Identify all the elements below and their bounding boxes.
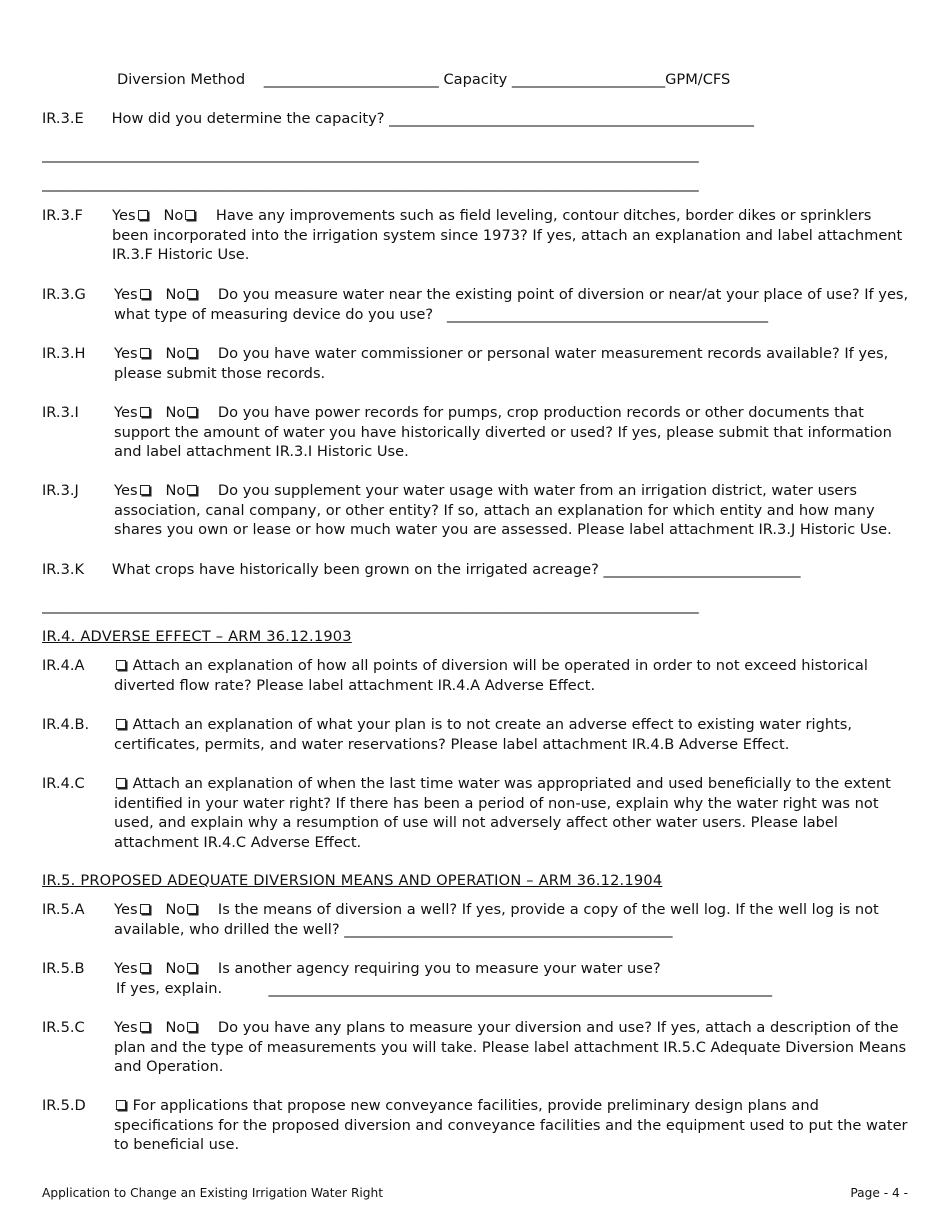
question-text: Do you have power records for pumps, crop production records or other documents that support the amount of water you have historically diverted or used? If yes, please submit that information and label attachment IR.3.I Historic Use. xyxy=(114,404,892,461)
no-checkbox[interactable] xyxy=(185,210,195,220)
no-label: No xyxy=(165,482,186,499)
question-label: IR.3.H xyxy=(42,345,86,362)
no-checkbox[interactable] xyxy=(187,904,197,914)
yes-label: Yes xyxy=(114,482,138,499)
question-text: Do you measure water near the existing point of diversion or near/at your place of use? If yes, what type of measuring device do you use? xyxy=(114,286,909,323)
question-label: IR.5.C xyxy=(42,1019,85,1036)
no-label: No xyxy=(165,1019,186,1036)
question-text: Is the means of diversion a well? If yes, provide a copy of the well log. If the well log is not available, who drilled the well? xyxy=(114,901,879,938)
no-label: No xyxy=(165,404,186,421)
question-label: IR.4.A xyxy=(42,657,85,674)
yes-label: Yes xyxy=(114,1019,138,1036)
section-heading-ir4: IR.4. ADVERSE EFFECT – ARM 36.12.1903 xyxy=(42,628,352,645)
yes-label: Yes xyxy=(114,345,138,362)
yes-label: Yes xyxy=(112,207,136,224)
yes-checkbox[interactable] xyxy=(138,210,148,220)
answer-line[interactable]: __________________________________________________________________________________________ xyxy=(42,146,699,163)
well-driller-field[interactable]: _____________________________________________ xyxy=(344,920,673,938)
explain-field[interactable]: _____________________________________________________________________ xyxy=(268,980,773,997)
measuring-device-field[interactable]: ____________________________________________ xyxy=(447,305,769,323)
question-text: Attach an explanation of what your plan is to not create an adverse effect to existing water rights, certificates, permits, and water reservations? Please label attachment IR.4.B Adverse Effect. xyxy=(114,716,853,753)
yes-checkbox[interactable] xyxy=(140,904,150,914)
checkbox[interactable] xyxy=(116,660,126,670)
page-number: Page - 4 - xyxy=(850,1186,908,1200)
yes-label: Yes xyxy=(114,960,138,977)
yes-checkbox[interactable] xyxy=(140,348,150,358)
question-label: IR.3.E xyxy=(42,110,84,127)
capacity-label: Capacity xyxy=(443,71,508,88)
crops-field[interactable]: ___________________________ xyxy=(603,561,801,578)
question-label: IR.5.A xyxy=(42,901,85,918)
checkbox[interactable] xyxy=(116,719,126,729)
question-text: For applications that propose new conveyance facilities, provide preliminary design plans and specifications for the proposed diversion and conveyance facilities and the equipment used to put the water to beneficial use. xyxy=(114,1097,908,1154)
yes-no-group xyxy=(114,286,199,303)
answer-line[interactable]: __________________________________________________________________________________________ xyxy=(42,597,699,614)
no-label: No xyxy=(165,901,186,918)
yes-label: Yes xyxy=(114,901,138,918)
yes-no-group xyxy=(114,960,199,977)
answer-line[interactable]: __________________________________________________________________________________________ xyxy=(42,175,699,192)
no-label: No xyxy=(163,207,184,224)
question-label: IR.5.D xyxy=(42,1097,86,1114)
diversion-method-row xyxy=(117,70,730,90)
question-label: IR.3.G xyxy=(42,286,86,303)
no-checkbox[interactable] xyxy=(187,348,197,358)
yes-checkbox[interactable] xyxy=(140,963,150,973)
no-checkbox[interactable] xyxy=(187,485,197,495)
section-heading-ir5: IR.5. PROPOSED ADEQUATE DIVERSION MEANS AND OPERATION – ARM 36.12.1904 xyxy=(42,872,663,889)
question-text: Do you have any plans to measure your diversion and use? If yes, attach a description of the plan and the type of measurements you will take. Please label attachment IR.5.C Adequate Diversion Means and Operation. xyxy=(114,1019,907,1076)
yes-checkbox[interactable] xyxy=(140,485,150,495)
explain-label: If yes, explain. xyxy=(116,980,223,997)
no-checkbox[interactable] xyxy=(187,1022,197,1032)
yes-no-group xyxy=(114,1019,199,1036)
question-text: What crops have historically been grown on the irrigated acreage? xyxy=(111,561,599,578)
no-label: No xyxy=(165,345,186,362)
question-ir3e xyxy=(42,109,754,129)
question-label: IR.3.I xyxy=(42,404,79,421)
capacity-unit: GPM/CFS xyxy=(665,71,731,88)
question-text: Attach an explanation of when the last time water was appropriated and used beneficially to the extent identified in your water right? If there has been a period of non-use, explain why the water right was not used, and explain why a resumption of use will not adversely affect other water users. Please label attachment IR.4.C Adverse Effect. xyxy=(114,775,891,851)
yes-no-group xyxy=(114,482,199,499)
checkbox[interactable] xyxy=(116,1100,126,1110)
question-text: Do you have water commissioner or personal water measurement records available? If yes, please submit those records. xyxy=(114,345,889,382)
question-label: IR.3.K xyxy=(42,561,85,578)
question-text: Is another agency requiring you to measure your water use? xyxy=(217,960,661,977)
checkbox[interactable] xyxy=(116,778,126,788)
footer-title: Application to Change an Existing Irrigation Water Right xyxy=(42,1186,384,1200)
yes-checkbox[interactable] xyxy=(140,407,150,417)
question-text: Do you supplement your water usage with water from an irrigation district, water users association, canal company, or other entity? If so, attach an explanation for which entity and how many shares you own or lease or how much water you are assessed. Please label attachment IR.3.J Historic Use. xyxy=(114,482,892,539)
capacity-method-field[interactable]: __________________________________________________ xyxy=(389,110,754,127)
yes-label: Yes xyxy=(114,404,138,421)
no-label: No xyxy=(165,960,186,977)
no-label: No xyxy=(165,286,186,303)
yes-checkbox[interactable] xyxy=(140,289,150,299)
yes-no-group xyxy=(114,345,199,362)
yes-checkbox[interactable] xyxy=(140,1022,150,1032)
question-ir3k xyxy=(42,560,801,580)
question-text: How did you determine the capacity? xyxy=(111,110,385,127)
question-text: Have any improvements such as field leveling, contour ditches, border dikes or sprinklers been incorporated into the irrigation system since 1973? If yes, attach an explanation and label attachment IR.3.F Historic Use. xyxy=(112,207,903,264)
question-label: IR.3.F xyxy=(42,207,83,224)
no-checkbox[interactable] xyxy=(187,289,197,299)
yes-no-group xyxy=(114,901,199,918)
yes-no-group xyxy=(112,207,197,224)
no-checkbox[interactable] xyxy=(187,407,197,417)
yes-label: Yes xyxy=(114,286,138,303)
question-label: IR.3.J xyxy=(42,482,79,499)
question-label: IR.4.C xyxy=(42,775,85,792)
yes-no-group xyxy=(114,404,199,421)
question-label: IR.4.B. xyxy=(42,716,90,733)
explain-row xyxy=(116,979,772,999)
diversion-method-field[interactable]: ________________________ xyxy=(263,71,439,88)
question-text: Attach an explanation of how all points of diversion will be operated in order to not exceed historical diverted flow rate? Please label attachment IR.4.A Adverse Effect. xyxy=(114,657,868,694)
capacity-field[interactable]: _____________________ xyxy=(511,71,666,88)
no-checkbox[interactable] xyxy=(187,963,197,973)
diversion-method-label: Diversion Method xyxy=(117,71,246,88)
question-label: IR.5.B xyxy=(42,960,85,977)
